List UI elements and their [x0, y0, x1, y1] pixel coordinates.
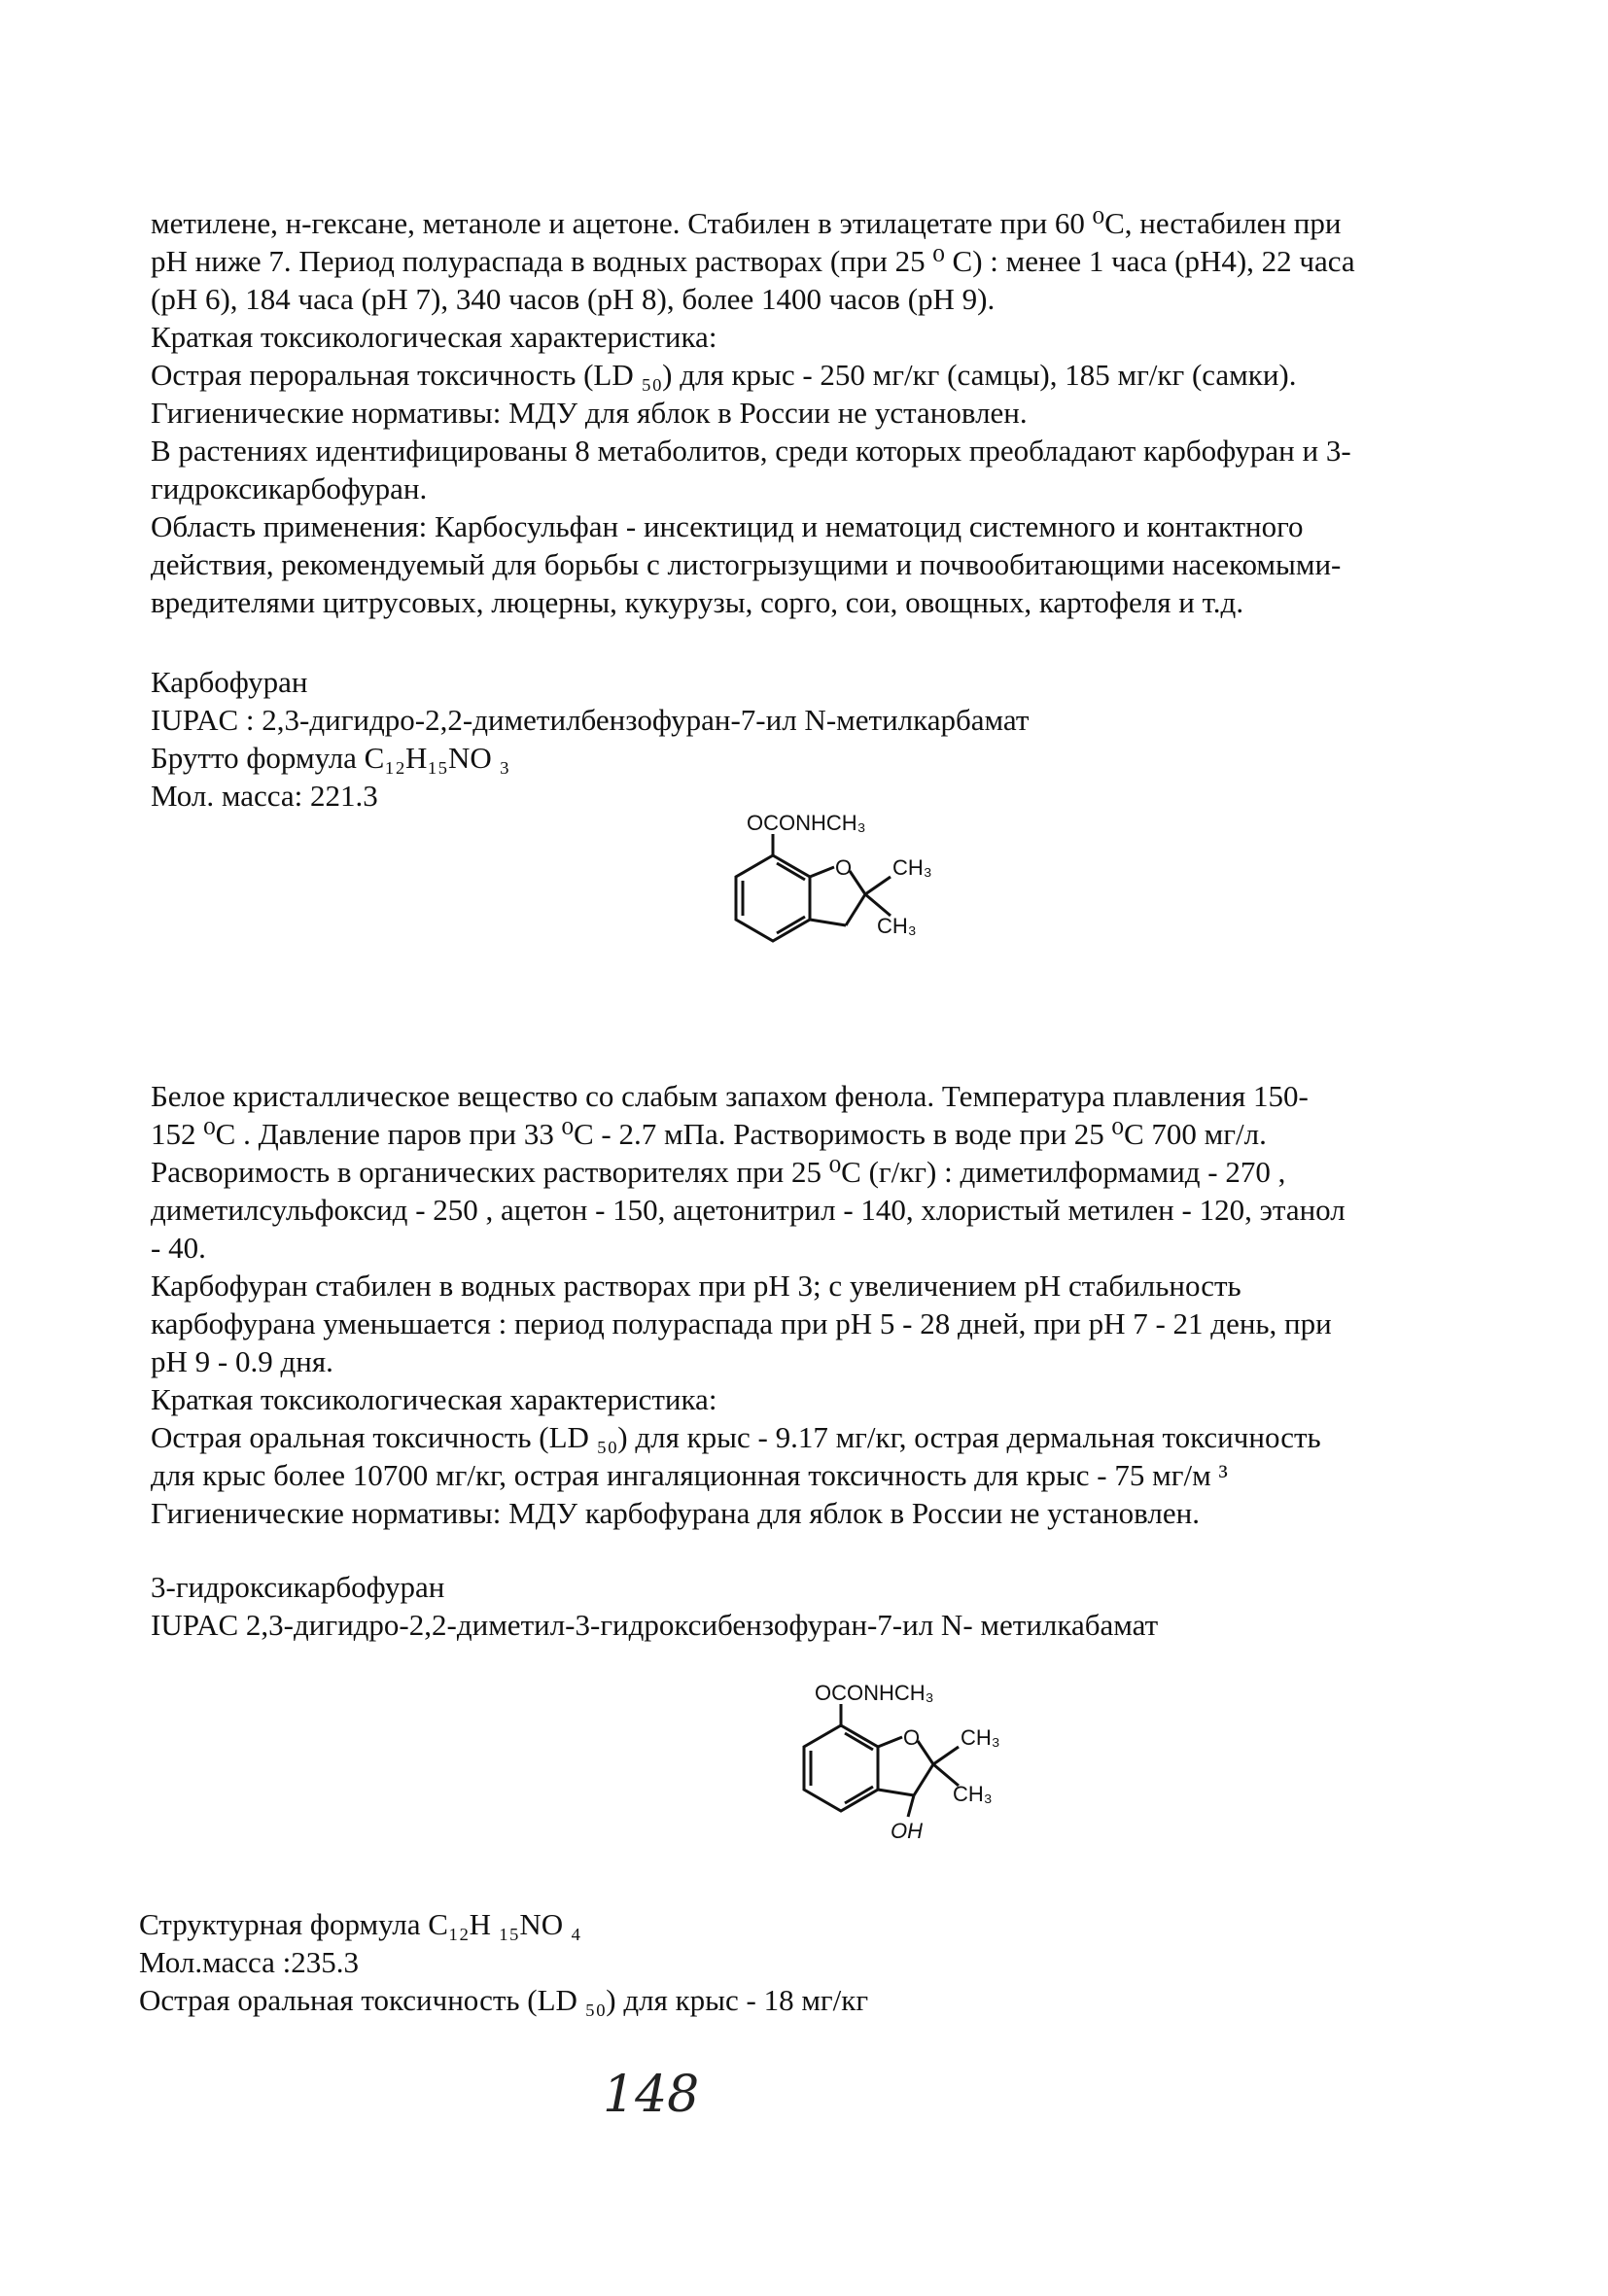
text-line: диметилсульфоксид - 250 , ацетон - 150, ацетонитрил - 140, хлористый метилен - 120, этанол [151, 1193, 1346, 1227]
text-line: Гигиенические нормативы: МДУ для яблок в России не установлен. [151, 396, 1028, 430]
text-line: гидроксикарбофуран. [151, 471, 428, 505]
carbosulfan-text-block [151, 204, 1473, 621]
hydroxycarbofuran-toxicity: Острая оральная токсичность (LD ₅₀) для крыс - 18 мг/кг [139, 1983, 869, 2017]
carbofuran-ring-oxygen: O [835, 855, 853, 880]
hydroxycarbofuran-header [151, 1568, 1473, 1644]
hydroxycarbofuran-title: 3-гидроксикарбофуран [151, 1570, 445, 1604]
hydroxycarbofuran-substituent-label: OCONHCH₃ [815, 1681, 934, 1705]
text-line: вредителями цитрусовых, люцерны, кукурузы, сорго, сои, овощных, картофеля и т.д. [151, 585, 1244, 619]
carbofuran-title: Карбофуран [151, 665, 308, 699]
text-line: карбофурана уменьшается : период полураспада при pH 5 - 28 дней, при pH 7 - 21 день, при [151, 1306, 1332, 1340]
text-line: Белое кристаллическое вещество со слабым запахом фенола. Температура плавления 150- [151, 1079, 1309, 1113]
text-line: В растениях идентифицированы 8 метаболитов, среди которых преобладают карбофуран и 3- [151, 434, 1351, 468]
text-line: pH ниже 7. Период полураспада в водных растворах (при 25 ⁰ С) : менее 1 часа (pH4), 22 часа [151, 244, 1355, 278]
text-line: Острая пероральная токсичность (LD ₅₀) для крыс - 250 мг/кг (самцы), 185 мг/кг (самки). [151, 358, 1297, 392]
text-line: Расворимость в органических растворителях при 25 ⁰С (г/кг) : диметилформамид - 270 , [151, 1155, 1286, 1189]
carbofuran-structure [700, 811, 972, 996]
hydroxycarbofuran-ring-oxygen: O [903, 1725, 921, 1750]
hydroxycarbofuran-formula: Структурная формула C₁₂H ₁₅NO ₄ [139, 1907, 581, 1941]
hydroxycarbofuran-hydroxyl: OH [891, 1819, 923, 1843]
carbofuran-methyl-2: CH₃ [877, 914, 917, 938]
hydroxycarbofuran-methyl-2: CH₃ [953, 1782, 993, 1806]
carbofuran-description [151, 1077, 1473, 1532]
text-line: Карбофуран стабилен в водных растворах при pH 3; с увеличением pH стабильность [151, 1269, 1241, 1303]
text-line: pH 9 - 0.9 дня. [151, 1344, 333, 1378]
carbofuran-methyl-1: CH₃ [892, 855, 932, 880]
text-line: - 40. [151, 1231, 206, 1265]
carbofuran-substituent-label: OCONHCH₃ [747, 811, 866, 835]
text-line: Краткая токсикологическая характеристика: [151, 320, 717, 354]
hydroxycarbofuran-structure [768, 1681, 1040, 1876]
text-line: метилене, н-гексане, метаноле и ацетоне. Стабилен в этилацетате при 60 ⁰С, нестабилен при [151, 206, 1342, 240]
carbofuran-header [151, 663, 1473, 815]
hydroxycarbofuran-properties [139, 1905, 1461, 2019]
hydroxycarbofuran-methyl-1: CH₃ [961, 1725, 1000, 1750]
text-line: Острая оральная токсичность (LD ₅₀) для крыс - 9.17 мг/кг, острая дермальная токсичность [151, 1420, 1321, 1454]
carbofuran-formula: Брутто формула C₁₂H₁₅NO ₃ [151, 741, 510, 775]
text-line: (pH 6), 184 часа (pH 7), 340 часов (pH 8), более 1400 часов (pH 9). [151, 282, 996, 316]
carbofuran-iupac: IUPAC : 2,3-дигидро-2,2-диметилбензофуран-7-ил N-метилкарбамат [151, 703, 1030, 737]
carbofuran-mass: Мол. масса: 221.3 [151, 779, 378, 813]
page-number: 148 [603, 2066, 700, 2124]
text-line: 152 ⁰С . Давление паров при 33 ⁰С - 2.7 мПа. Растворимость в воде при 25 ⁰С 700 мг/л. [151, 1117, 1267, 1151]
hydroxycarbofuran-iupac: IUPAC 2,3-дигидро-2,2-диметил-3-гидроксибензофуран-7-ил N- метилкабамат [151, 1608, 1159, 1642]
hydroxycarbofuran-mass: Мол.масса :235.3 [139, 1945, 360, 1979]
text-line: Краткая токсикологическая характеристика: [151, 1382, 717, 1416]
text-line: действия, рекомендуемый для борьбы с листогрызущими и почвообитающими насекомыми- [151, 547, 1342, 581]
text-line: Гигиенические нормативы: МДУ карбофурана для яблок в России не установлен. [151, 1496, 1200, 1530]
text-line: Область применения: Карбосульфан - инсектицид и нематоцид системного и контактного [151, 509, 1304, 543]
text-line: для крыс более 10700 мг/кг, острая ингаляционная токсичность для крыс - 75 мг/м ³ [151, 1458, 1228, 1492]
